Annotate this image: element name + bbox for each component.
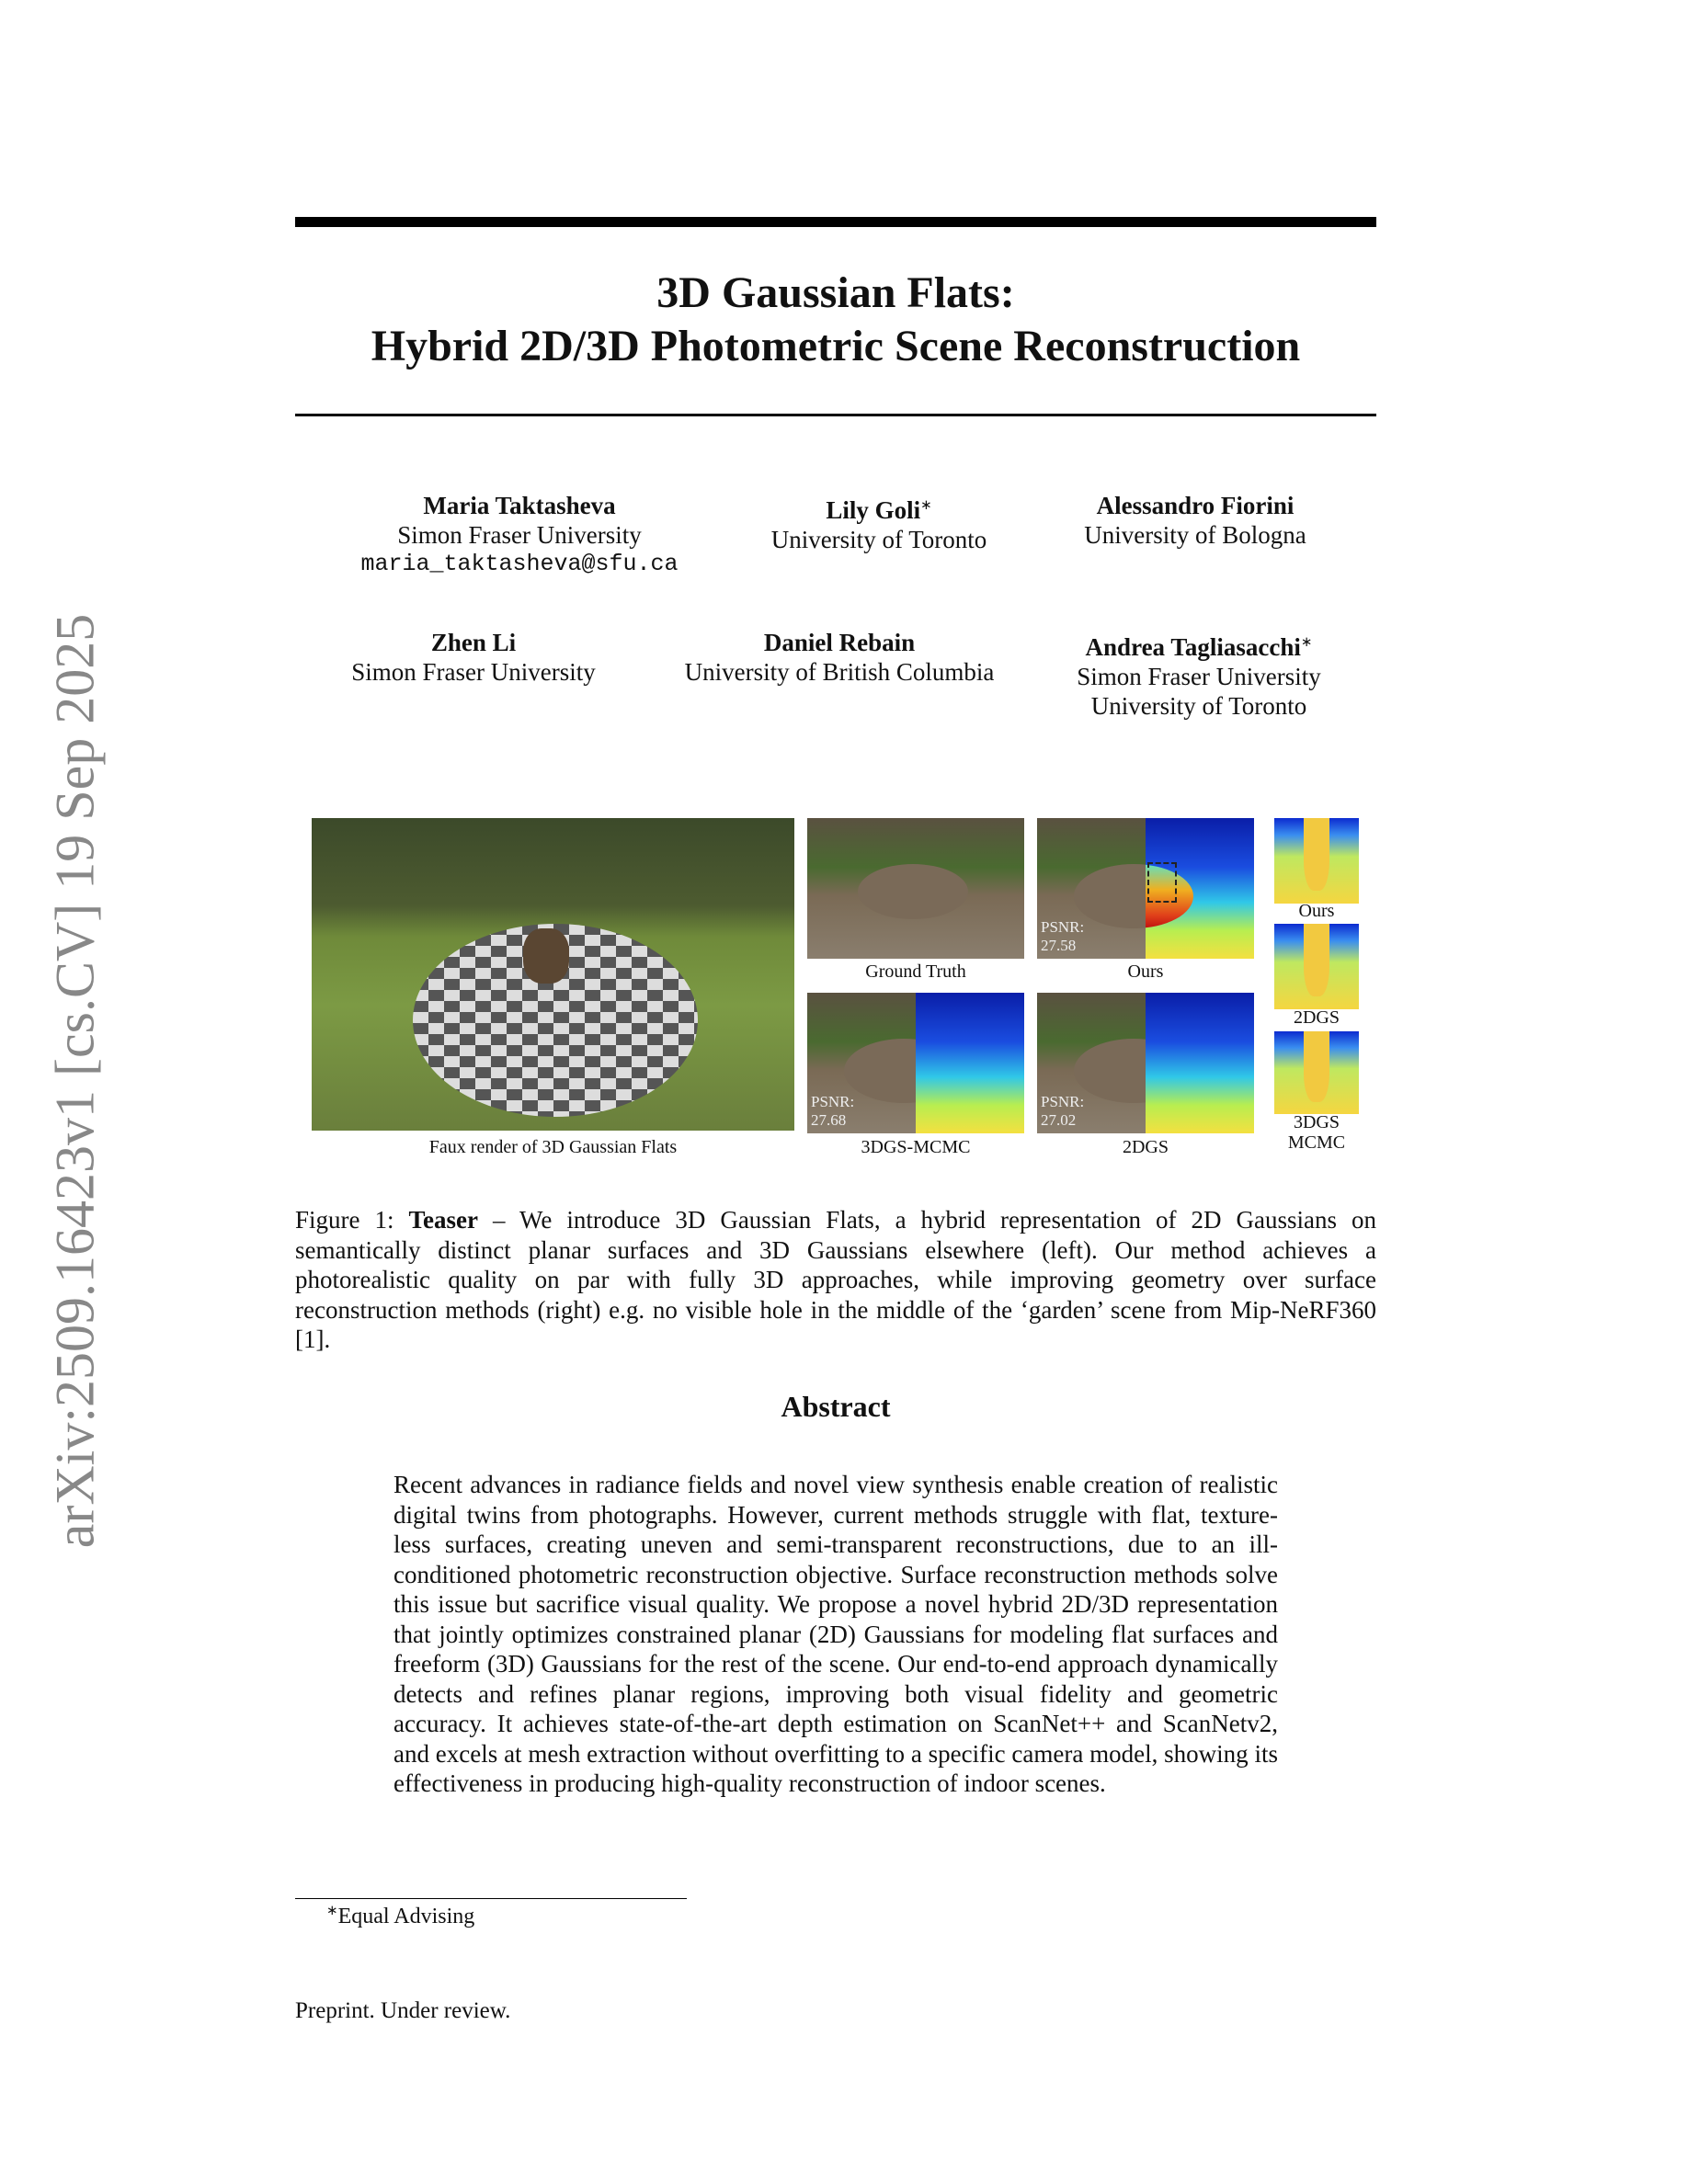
author-name: Maria Taktasheva <box>423 492 616 519</box>
author-affiliation: Simon Fraser University <box>397 521 642 549</box>
crop-2dgs <box>1274 924 1359 1009</box>
title-line-2: Hybrid 2D/3D Photometric Scene Reconstruction <box>371 322 1301 370</box>
vase <box>523 928 569 984</box>
ours-image <box>1037 818 1254 959</box>
psnr-label: PSNR: 27.58 <box>1041 918 1085 954</box>
author-affiliation-2: University of Toronto <box>1090 692 1307 720</box>
author-affiliation: Simon Fraser University <box>1077 663 1321 690</box>
author-block <box>1006 628 1392 721</box>
ground-truth-image <box>807 818 1024 959</box>
author-affiliation: University of Bologna <box>1084 521 1306 549</box>
crop-label: 2DGS <box>1293 1007 1340 1028</box>
author-block <box>1002 491 1388 550</box>
crop-3dgs-mcmc <box>1274 1031 1359 1114</box>
author-name: Alessandro Fiorini <box>1096 492 1295 519</box>
author-block <box>280 628 667 687</box>
faux-render-image <box>312 818 794 1131</box>
author-name: Daniel Rebain <box>763 629 916 656</box>
paper-title <box>295 267 1376 373</box>
arxiv-stamp: arXiv:2509.16423v1 [cs.CV] 19 Sep 2025 <box>44 613 106 1549</box>
author-name: Andrea Tagliasacchi <box>1085 633 1301 661</box>
left-caption: Faux render of 3D Gaussian Flats <box>428 1137 678 1157</box>
author-name: Zhen Li <box>430 629 517 656</box>
psnr-label: PSNR: 27.02 <box>1041 1093 1085 1129</box>
author-email[interactable]: maria_taktasheva@sfu.ca <box>360 551 679 577</box>
author-name: Lily Goli <box>826 496 921 524</box>
abstract-text: Recent advances in radiance fields and novel view synthesis enable creation of realistic digital twins from photographs. However, current methods struggle with flat, texture-less surfaces, creating uneven and semi-transparent reconstructions, due to an ill-conditioned photometric reconstruction objective. Surface reconstruction methods solve this issue but sacrifice visual quality. We propose a novel hybrid 2D/3D representation that jointly optimizes constrained planar (2D) Gaussians for modeling flat surfaces and freeform (3D) Gaussians for the rest of the scene. Our end-to-end approach dynamically detects and refines planar regions, improving both visual fidelity and geometric accuracy. It achieves state-of-the-art depth estimation on ScanNet++ and ScanNetv2, and excels at mesh extraction without overfitting to a specific camera model, showing its effectiveness in producing high-quality reconstruction of indoor scenes. <box>393 1471 1278 1797</box>
title-rule <box>295 414 1376 416</box>
abstract-heading: Abstract <box>781 1390 891 1423</box>
crop-label: Ours <box>1298 901 1335 921</box>
psnr-label: PSNR: 27.68 <box>811 1093 855 1129</box>
figure-caption: Figure 1: Teaser – We introduce 3D Gaussian Flats, a hybrid representation of 2D Gaussians on semantically distinct planar surfaces and 3D Gaussians elsewhere (left). Our method achieves a photorealistic quality on par with fully 3D approaches, while improving geometry over surface reconstruction methods (right) e.g. no visible hole in the middle of the ‘garden’ scene from Mip-NeRF360 [1]. <box>295 1206 1376 1353</box>
author-block <box>646 628 1032 687</box>
footer-note: Preprint. Under review. <box>295 1998 511 2023</box>
zoom-box <box>1147 862 1177 903</box>
footnote-rule <box>295 1898 687 1899</box>
panel-label: 2DGS <box>1122 1137 1169 1157</box>
panel-label: Ours <box>1127 961 1164 982</box>
2dgs-image <box>1037 993 1254 1133</box>
author-affiliation: University of British Columbia <box>684 658 995 686</box>
author-affiliation: Simon Fraser University <box>351 658 596 686</box>
crop-label: 3DGS MCMC <box>1287 1112 1346 1153</box>
panel-label: Ground Truth <box>865 961 966 982</box>
crop-ours <box>1274 818 1359 904</box>
top-rule <box>295 217 1376 227</box>
depth-map <box>916 993 1024 1133</box>
3dgs-mcmc-image <box>807 993 1024 1133</box>
footnote: ∗Equal Advising <box>326 1904 475 1928</box>
panel-label: 3DGS-MCMC <box>861 1137 971 1157</box>
equal-advising-mark: ∗ <box>1300 635 1313 650</box>
table <box>858 864 968 919</box>
author-affiliation: University of Toronto <box>770 526 987 553</box>
title-line-1: 3D Gaussian Flats: <box>656 268 1015 317</box>
depth-map <box>1146 993 1254 1133</box>
author-block <box>326 491 713 579</box>
equal-advising-mark: ∗ <box>920 498 932 513</box>
